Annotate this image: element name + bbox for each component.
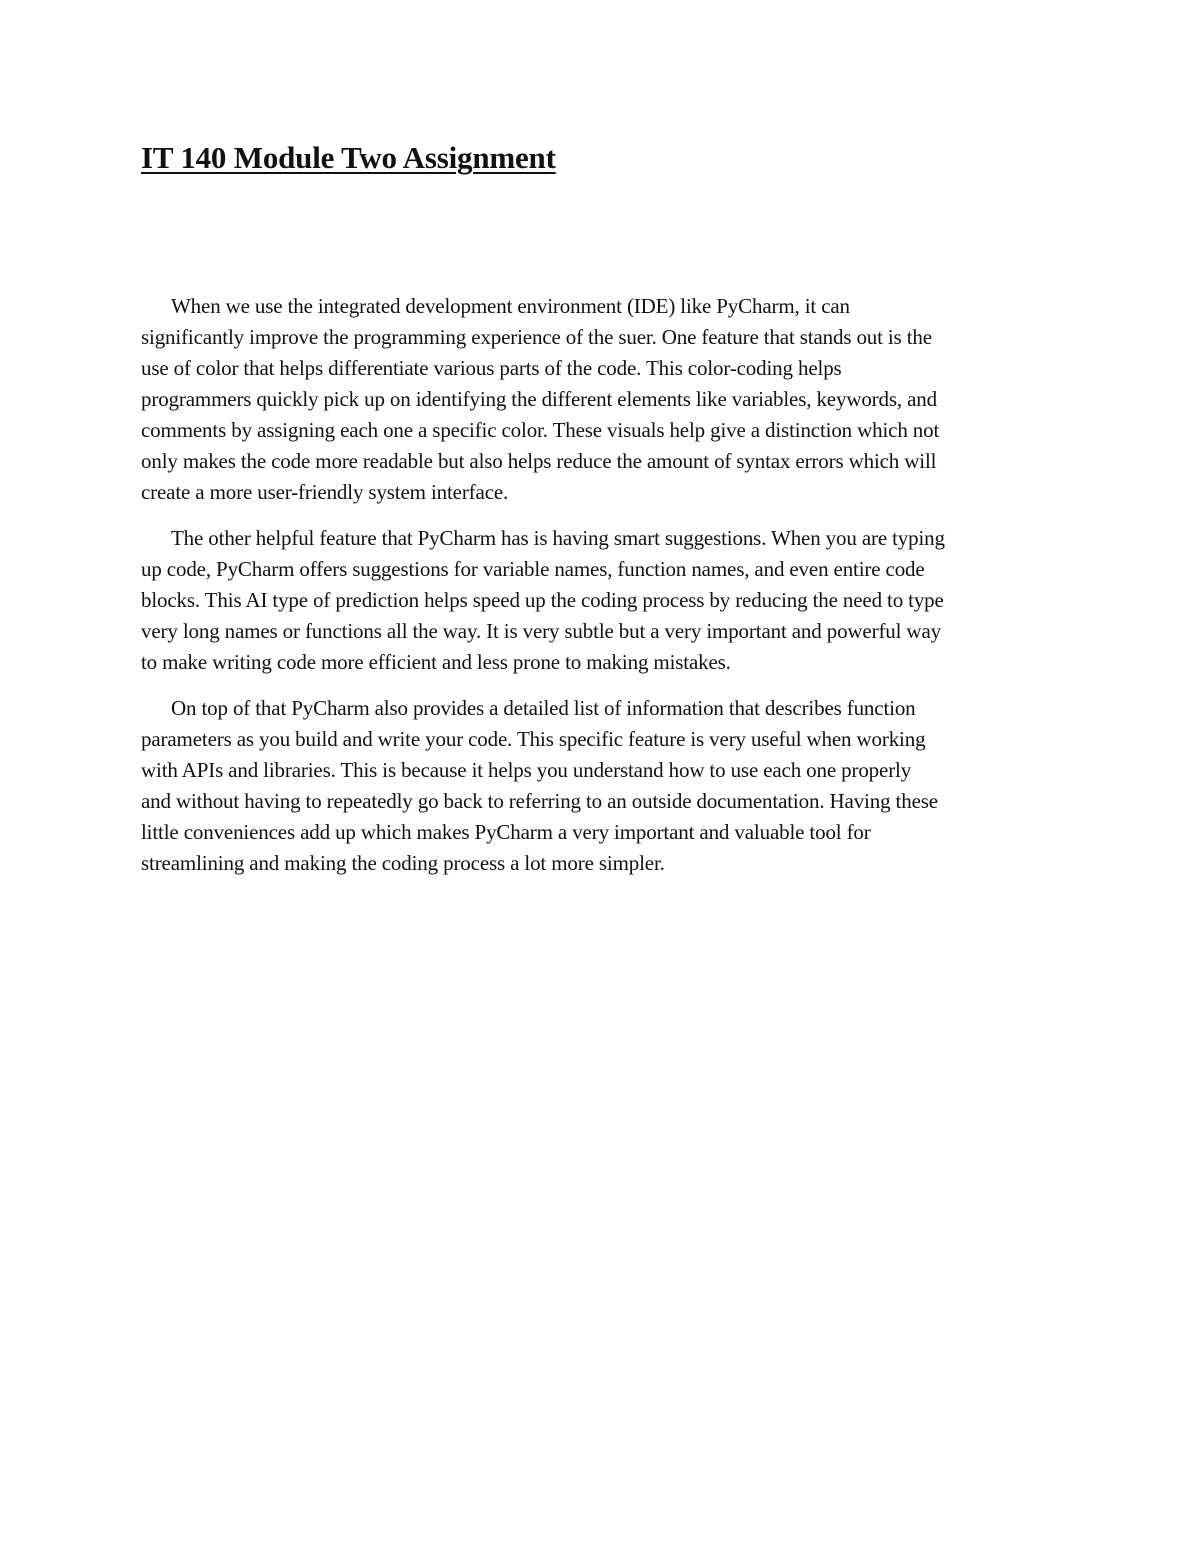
document-title: IT 140 Module Two Assignment bbox=[141, 140, 556, 175]
paragraph-line: On top of that PyCharm also provides a detailed list of information that describes function bbox=[171, 696, 916, 720]
paragraph-smart-suggestions bbox=[141, 523, 1061, 678]
paragraph-line: programmers quickly pick up on identifying the different elements like variables, keywords, and bbox=[141, 387, 937, 411]
paragraph-line: little conveniences add up which makes PyCharm a very important and valuable tool for bbox=[141, 820, 871, 844]
paragraph-line: The other helpful feature that PyCharm has is having smart suggestions. When you are typing bbox=[171, 526, 945, 550]
document-body bbox=[141, 291, 1061, 894]
paragraph-line: create a more user-friendly system interface. bbox=[141, 480, 509, 504]
paragraph-line: very long names or functions all the way. It is very subtle but a very important and powerful way bbox=[141, 619, 941, 643]
paragraph-line: and without having to repeatedly go back to referring to an outside documentation. Having these bbox=[141, 789, 938, 813]
paragraph-line: to make writing code more efficient and less prone to making mistakes. bbox=[141, 650, 731, 674]
paragraph-line: parameters as you build and write your code. This specific feature is very useful when working bbox=[141, 727, 926, 751]
paragraph-line: streamlining and making the coding process a lot more simpler. bbox=[141, 851, 665, 875]
paragraph-line: comments by assigning each one a specific color. These visuals help give a distinction which not bbox=[141, 418, 940, 442]
paragraph-line: only makes the code more readable but also helps reduce the amount of syntax errors which will bbox=[141, 449, 937, 473]
paragraph-line: with APIs and libraries. This is because it helps you understand how to use each one properly bbox=[141, 758, 912, 782]
paragraph-line: blocks. This AI type of prediction helps speed up the coding process by reducing the need to type bbox=[141, 588, 944, 612]
paragraph-line: up code, PyCharm offers suggestions for variable names, function names, and even entire code bbox=[141, 557, 925, 581]
paragraph-line: significantly improve the programming experience of the suer. One feature that stands out is the bbox=[141, 325, 932, 349]
paragraph-parameter-info bbox=[141, 693, 1061, 879]
paragraph-ide-color-coding bbox=[141, 291, 1061, 508]
paragraph-line: When we use the integrated development environment (IDE) like PyCharm, it can bbox=[171, 294, 850, 318]
paragraph-line: use of color that helps differentiate various parts of the code. This color-coding helps bbox=[141, 356, 842, 380]
